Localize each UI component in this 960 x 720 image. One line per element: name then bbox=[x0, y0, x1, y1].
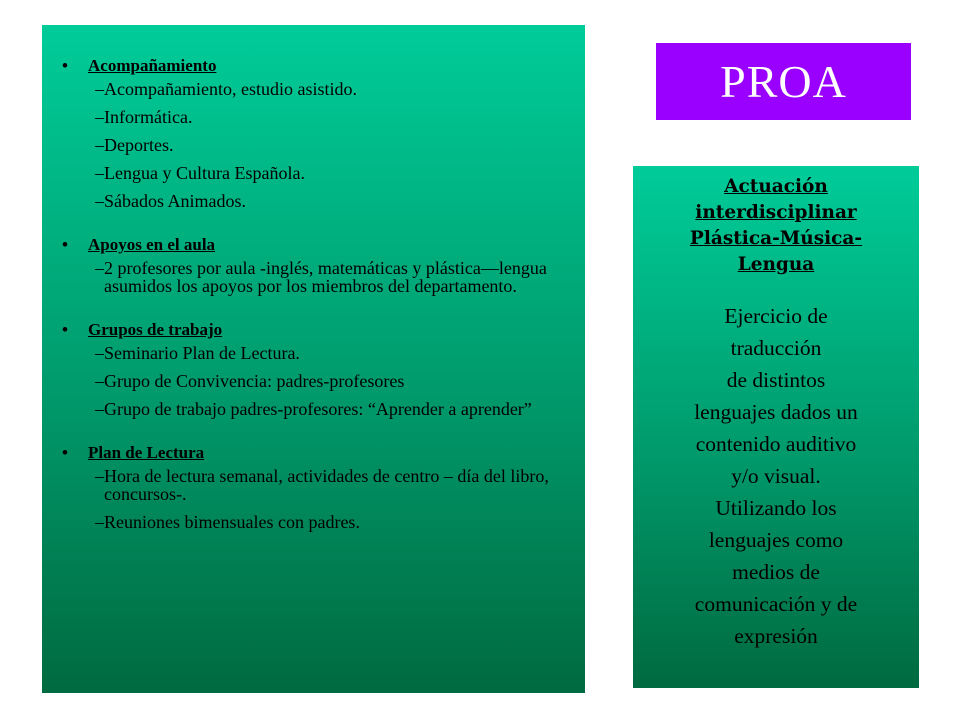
sub-list bbox=[62, 467, 569, 531]
list-item: – Informática. bbox=[62, 108, 569, 126]
bullet-icon: • bbox=[62, 320, 68, 339]
list-item: – Acompañamiento, estudio asistido. bbox=[62, 80, 569, 98]
dash-icon: – bbox=[95, 258, 104, 278]
section-title: Plan de Lectura bbox=[88, 443, 205, 462]
actuacion-description: Ejercicio de traducción de distintos lenguajes dados un contenido auditivo y/o visual. Utilizando los lenguajes como medios de comunicación y de expresión bbox=[694, 304, 858, 648]
bullet-icon: • bbox=[62, 56, 68, 75]
list-item: – Grupo de Convivencia: padres-profesores bbox=[62, 372, 569, 390]
list-item: – Hora de lectura semanal, actividades de centro – día del libro, concursos-. bbox=[62, 467, 569, 503]
proa-title: PROA bbox=[720, 56, 847, 107]
bullet-icon: • bbox=[62, 235, 68, 254]
section-title: Acompañamiento bbox=[88, 56, 217, 75]
dash-icon: – bbox=[95, 343, 104, 363]
dash-icon: – bbox=[95, 399, 104, 419]
dash-icon: – bbox=[95, 79, 104, 99]
list-item: – 2 profesores por aula -inglés, matemáticas y plástica—lengua asumidos los apoyos por los miembros del departamento. bbox=[62, 259, 569, 295]
section-acompanamiento bbox=[62, 55, 569, 210]
sub-list bbox=[62, 259, 569, 295]
dash-icon: – bbox=[95, 466, 104, 486]
bullet-icon: • bbox=[62, 443, 68, 462]
dash-icon: – bbox=[95, 191, 104, 211]
section-apoyos bbox=[62, 234, 569, 295]
left-content-panel bbox=[42, 25, 585, 693]
dash-icon: – bbox=[95, 371, 104, 391]
section-title: Grupos de trabajo bbox=[88, 320, 223, 339]
dash-icon: – bbox=[95, 135, 104, 155]
sub-list bbox=[62, 344, 569, 418]
right-content-panel bbox=[633, 166, 919, 688]
sub-list bbox=[62, 80, 569, 210]
actuacion-heading: Actuación interdisciplinar Plástica-Música- Lengua bbox=[689, 176, 863, 275]
dash-icon: – bbox=[95, 512, 104, 532]
list-item: – Deportes. bbox=[62, 136, 569, 154]
list-item: – Lengua y Cultura Española. bbox=[62, 164, 569, 182]
proa-title-box bbox=[656, 43, 911, 120]
section-plan-lectura bbox=[62, 442, 569, 531]
list-item: – Sábados Animados. bbox=[62, 192, 569, 210]
section-title: Apoyos en el aula bbox=[88, 235, 216, 254]
dash-icon: – bbox=[95, 107, 104, 127]
section-grupos bbox=[62, 319, 569, 418]
list-item: – Grupo de trabajo padres-profesores: “Aprender a aprender” bbox=[62, 400, 569, 418]
list-item: – Seminario Plan de Lectura. bbox=[62, 344, 569, 362]
dash-icon: – bbox=[95, 163, 104, 183]
list-item: – Reuniones bimensuales con padres. bbox=[62, 513, 569, 531]
